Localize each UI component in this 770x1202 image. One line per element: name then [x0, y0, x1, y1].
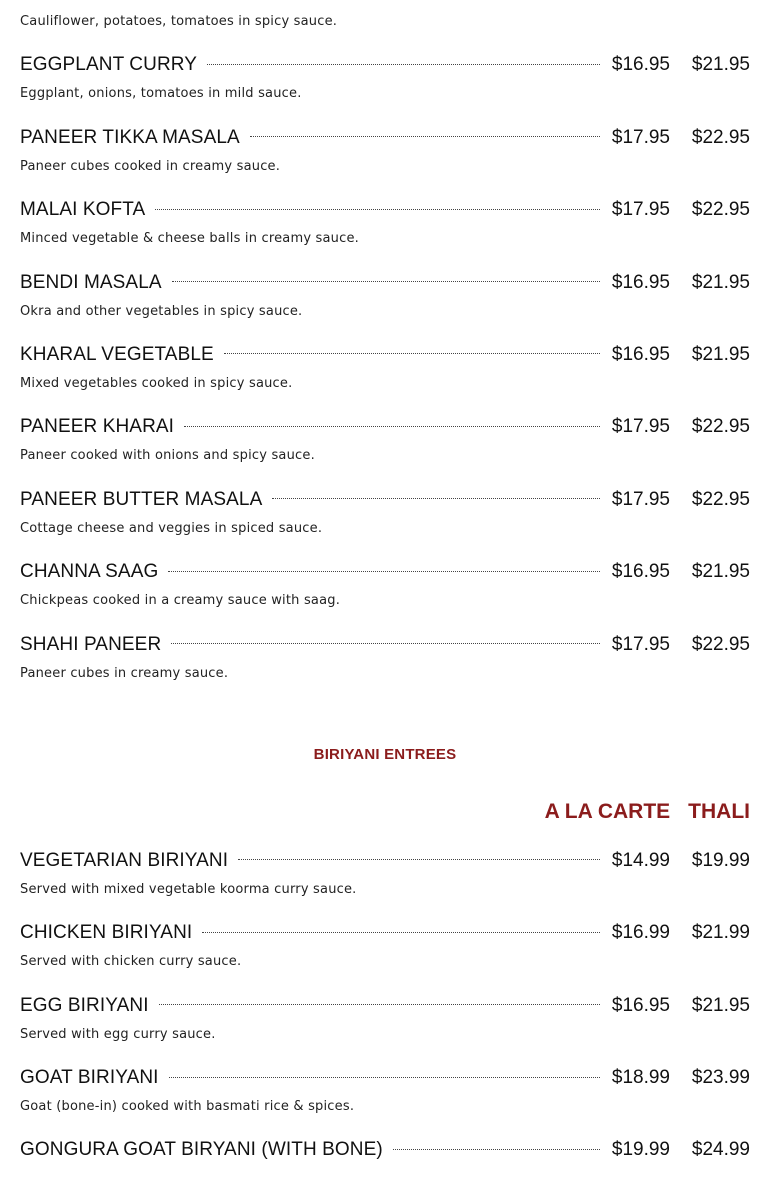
thali-price: $21.95 [691, 343, 750, 365]
menu-item-row [20, 262, 750, 298]
dot-leader [272, 498, 600, 499]
menu-item [20, 1129, 750, 1201]
item-name: BENDI MASALA [20, 271, 162, 293]
menu-item [20, 912, 750, 984]
thali-price: $23.99 [691, 1067, 750, 1089]
a-la-carte-price: $14.99 [611, 849, 670, 871]
menu-item-row [20, 840, 750, 876]
a-la-carte-price: $17.95 [611, 488, 670, 510]
menu-item-row [20, 624, 750, 660]
column-label-a-la-carte: A LA CARTE [544, 799, 671, 823]
menu-item [20, 117, 750, 189]
menu-item [20, 479, 750, 551]
menu-item-row [20, 0, 750, 8]
thali-price: $21.95 [691, 271, 750, 293]
menu-item [20, 334, 750, 406]
menu-item [20, 406, 750, 478]
a-la-carte-price: $18.99 [611, 1067, 670, 1089]
item-description: Minced vegetable & cheese balls in creamy sauce. [20, 231, 359, 247]
item-description: Served with mixed vegetable koorma curry sauce. [20, 881, 357, 897]
biriyani-list [20, 840, 750, 1202]
menu-item [20, 551, 750, 623]
menu-item-row [20, 912, 750, 948]
item-name: EGGPLANT CURRY [20, 54, 198, 76]
thali-price: $21.95 [691, 994, 750, 1016]
section-heading-biriyani: BIRIYANI ENTREES [313, 745, 457, 763]
item-name: GOAT BIRIYANI [20, 1067, 159, 1089]
menu-item-row [20, 1057, 750, 1093]
a-la-carte-price: $17.95 [611, 416, 670, 438]
menu-item-row [20, 985, 750, 1021]
dot-leader [155, 209, 600, 210]
menu-item-row [20, 44, 750, 80]
a-la-carte-price: $16.95 [611, 54, 670, 76]
item-description: Served with egg curry sauce. [20, 1026, 216, 1042]
item-name: VEGETARIAN BIRIYANI [20, 849, 229, 871]
dot-leader [168, 571, 600, 572]
item-name: PANEER BUTTER MASALA [20, 488, 263, 510]
column-label-thali: THALI [688, 799, 750, 823]
menu-item [20, 262, 750, 334]
menu-item [20, 840, 750, 912]
item-description: Served with chicken curry sauce. [20, 954, 242, 970]
menu-item-row [20, 334, 750, 370]
item-description: Paneer cubes in creamy sauce. [20, 665, 229, 681]
thali-price: $19.99 [691, 849, 750, 871]
a-la-carte-price: $16.95 [611, 994, 670, 1016]
menu-item [20, 189, 750, 261]
a-la-carte-price: $17.95 [611, 633, 670, 655]
dot-leader [202, 932, 600, 933]
dot-leader [393, 1149, 600, 1150]
item-description: Paneer cubes cooked in creamy sauce. [20, 158, 281, 174]
item-name: MALAI KOFTA [20, 199, 146, 221]
thali-price: $22.95 [691, 488, 750, 510]
price-column-headers [20, 800, 750, 832]
item-description: Mixed vegetables cooked in spicy sauce. [20, 375, 293, 391]
menu-item-row [20, 117, 750, 153]
dot-leader [159, 1004, 600, 1005]
thali-price: $22.95 [691, 199, 750, 221]
menu-item [20, 624, 750, 696]
thali-price: $22.95 [691, 416, 750, 438]
item-name: EGG BIRIYANI [20, 994, 149, 1016]
dot-leader [207, 64, 600, 65]
menu-item-row [20, 551, 750, 587]
item-name: PANEER TIKKA MASALA [20, 126, 240, 148]
menu-item [20, 1057, 750, 1129]
item-description: Paneer cooked with onions and spicy sauce. [20, 448, 315, 464]
thali-price: $24.99 [691, 1139, 750, 1161]
menu-item-row [20, 406, 750, 442]
dot-leader [238, 859, 600, 860]
thali-price: $21.95 [691, 54, 750, 76]
a-la-carte-price: $17.95 [611, 126, 670, 148]
item-description: Cauliflower, potatoes, tomatoes in spicy sauce. [20, 14, 338, 29]
a-la-carte-price: $16.95 [611, 343, 670, 365]
a-la-carte-price: $19.99 [611, 1139, 670, 1161]
item-name: SHAHI PANEER [20, 633, 162, 655]
a-la-carte-price: $16.99 [611, 922, 670, 944]
thali-price: $21.95 [691, 561, 750, 583]
dot-leader [224, 353, 600, 354]
item-name: GONGURA GOAT BIRYANI (WITH BONE) [20, 1139, 383, 1161]
dot-leader [171, 643, 600, 644]
menu-page [20, 0, 750, 1202]
menu-item-row [20, 189, 750, 225]
menu-item [20, 44, 750, 116]
dot-leader [172, 281, 600, 282]
item-name: KHARAL VEGETABLE [20, 343, 214, 365]
item-description: Goat (bone-in) cooked with basmati rice & spices. [20, 1099, 355, 1115]
menu-item [20, 985, 750, 1057]
thali-price: $22.95 [691, 633, 750, 655]
item-description: Okra and other vegetables in spicy sauce. [20, 303, 303, 319]
item-description: Chickpeas cooked in a creamy sauce with saag. [20, 593, 341, 609]
dot-leader [169, 1077, 600, 1078]
item-name: PANEER KHARAI [20, 416, 175, 438]
a-la-carte-price: $17.95 [611, 199, 670, 221]
a-la-carte-price: $16.95 [611, 561, 670, 583]
a-la-carte-price: $16.95 [611, 271, 670, 293]
item-name: CHANNA SAAG [20, 561, 159, 583]
item-description: Cottage cheese and veggies in spiced sauce. [20, 520, 323, 536]
item-name: CHICKEN BIRIYANI [20, 922, 193, 944]
item-description: Eggplant, onions, tomatoes in mild sauce. [20, 86, 302, 102]
menu-item-row [20, 1129, 750, 1165]
thali-price: $22.95 [691, 126, 750, 148]
menu-item [20, 0, 750, 44]
thali-price: $21.99 [691, 922, 750, 944]
vegetarian-list [20, 0, 750, 696]
dot-leader [250, 136, 600, 137]
dot-leader [184, 426, 600, 427]
menu-item-row [20, 479, 750, 515]
